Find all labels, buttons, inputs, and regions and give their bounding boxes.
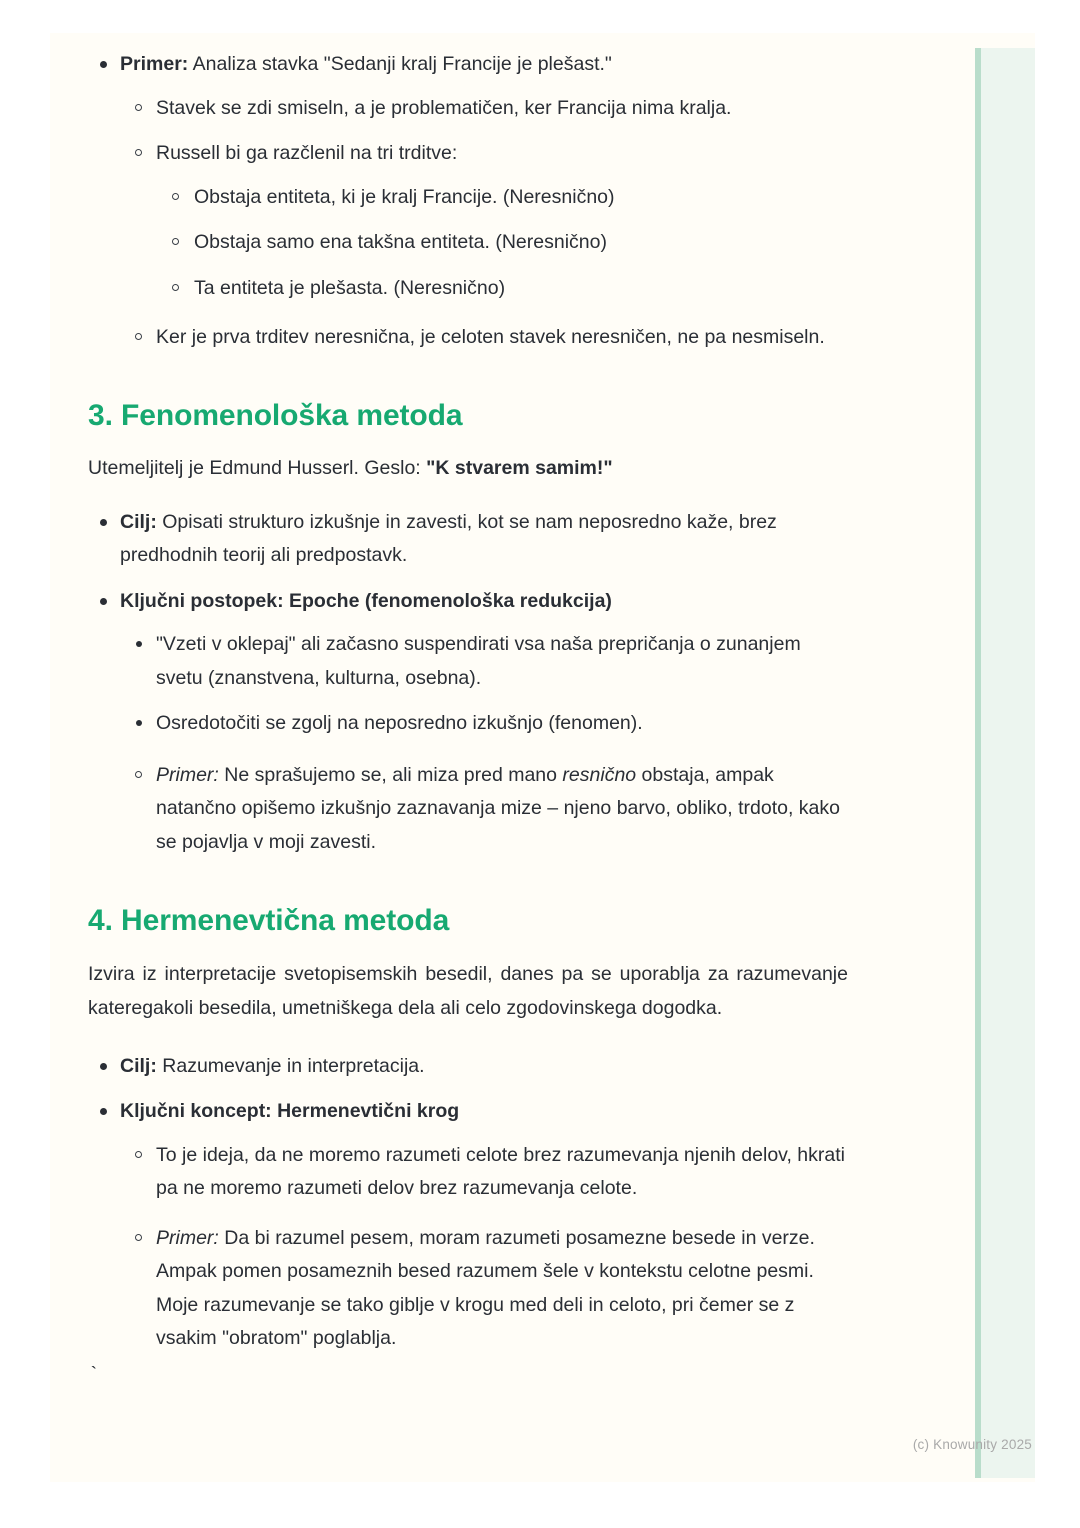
stray-backtick-character: `: [88, 1364, 100, 1386]
russell-sub-list: [122, 92, 848, 355]
list-item-label: "Vzeti v oklepaj" ali začasno suspendirati vsa naša prepričanja o zunanjem svetu (znanstvena, kulturna, osebna).: [156, 633, 801, 689]
list-item-label: Russell bi ga razčlenil na tri trditve:: [156, 142, 458, 165]
primer-text-part2: obstaja, ampak natančno opišemo izkušnjo zaznavanja mize – njeno barvo, obliko, trdoto, kako se pojavlja v moji zavesti.: [156, 763, 840, 853]
primer-text: Analiza stavka "Sedanji kralj Francije je plešast.": [188, 53, 612, 75]
list-item-label: Osredotočiti se zgolj na neposredno izkušnjo (fenomen).: [156, 712, 643, 735]
list-item-label: Ker je prva trditev neresnična, je celoten stavek neresničen, ne pa nesmiseln.: [156, 326, 825, 349]
section-3-intro-plain: Utemeljitelj je Edmund Husserl. Geslo:: [88, 457, 427, 480]
russell-example-list: [88, 48, 848, 355]
heading-section-3: 3. Fenomenološka metoda: [88, 398, 463, 432]
list-item: [122, 628, 848, 695]
epoche-example-list: [122, 759, 848, 860]
primer-label: Primer:: [120, 53, 189, 75]
list-item: [122, 707, 848, 741]
primer-label: Primer:: [156, 1226, 219, 1249]
spacer: [88, 1036, 848, 1050]
heading-section-4: 4. Hermenevtična metoda: [88, 903, 450, 937]
section-4-intro: Izvira iz interpretacije svetopisemskih besedil, danes pa se uporablja za razumevanje kateregakoli besedila, umetniškega dela ali celo zgodovinskega dogodka.: [88, 963, 848, 1020]
list-item: [122, 1139, 848, 1206]
list-item-kljucni-koncept: [88, 1095, 848, 1356]
list-item: [122, 321, 848, 355]
green-side-rail: [975, 48, 1035, 1478]
list-item-label: To je ideja, da ne moremo razumeti celote brez razumevanja njenih delov, hkrati pa ne moremo razumeti delov brez razumevanja celote.: [156, 1143, 845, 1200]
primer-text-part1: Ne sprašujemo se, ali miza pred mano: [218, 763, 563, 786]
list-item: [158, 181, 848, 215]
list-item-kljucni-postopek: [88, 585, 848, 860]
copyright-watermark: (c) Knowunity 2025: [912, 1437, 1032, 1452]
list-item-primer: [122, 759, 848, 860]
list-item: [158, 272, 848, 306]
kljucni-postopek-label: Ključni postopek: Epoche (fenomenološka redukcija): [120, 589, 612, 612]
section-3-list: [88, 506, 848, 860]
primer-text: Da bi razumel pesem, moram razumeti posamezne besede in verze. Ampak pomen posameznih besed razumem šele v kontekstu celotne pesmi. Moje razumevanje se tako giblje v krogu med deli in celoto, pri čemer se z vsakim "obratom" poglablja.: [156, 1226, 815, 1350]
section-4-list: [88, 1050, 848, 1356]
cilj-label: Cilj:: [120, 510, 157, 533]
cilj-label: Cilj:: [120, 1054, 157, 1077]
document-content: [88, 48, 848, 1356]
list-item-label: Obstaja samo ena takšna entiteta. (Neresnično): [194, 231, 607, 254]
kljucni-koncept-label: Ključni koncept: Hermenevtični krog: [120, 1100, 460, 1123]
list-item-cilj: [88, 506, 848, 573]
list-item-primer-russell: [88, 48, 848, 355]
spacer: [88, 492, 848, 506]
primer-label: Primer:: [156, 763, 219, 786]
list-item-cilj: [88, 1050, 848, 1084]
list-item: [122, 92, 848, 126]
section-3-motto: "K stvarem samim!": [426, 457, 613, 480]
cilj-text: Opisati strukturo izkušnje in zavesti, kot se nam neposredno kaže, brez predhodnih teorij ali predpostavk.: [120, 510, 777, 567]
cilj-text: Razumevanje in interpretacija.: [156, 1054, 425, 1077]
list-item-label: Stavek se zdi smiseln, a je problematičen, ker Francija nima kralja.: [156, 96, 732, 119]
list-item: [158, 226, 848, 260]
list-item: [122, 137, 848, 305]
list-item-label: Obstaja entiteta, ki je kralj Francije. (Neresnično): [194, 185, 615, 208]
list-item-primer: [122, 1222, 848, 1356]
list-item-label: Ta entiteta je plešasta. (Neresnično): [194, 276, 506, 299]
primer-emphasis: resnično: [562, 763, 637, 786]
three-claims-list: [158, 181, 848, 306]
epoche-sub-list: [122, 628, 848, 741]
section-3-intro: [88, 452, 848, 486]
hermenevticni-krog-sub-list: [122, 1139, 848, 1356]
